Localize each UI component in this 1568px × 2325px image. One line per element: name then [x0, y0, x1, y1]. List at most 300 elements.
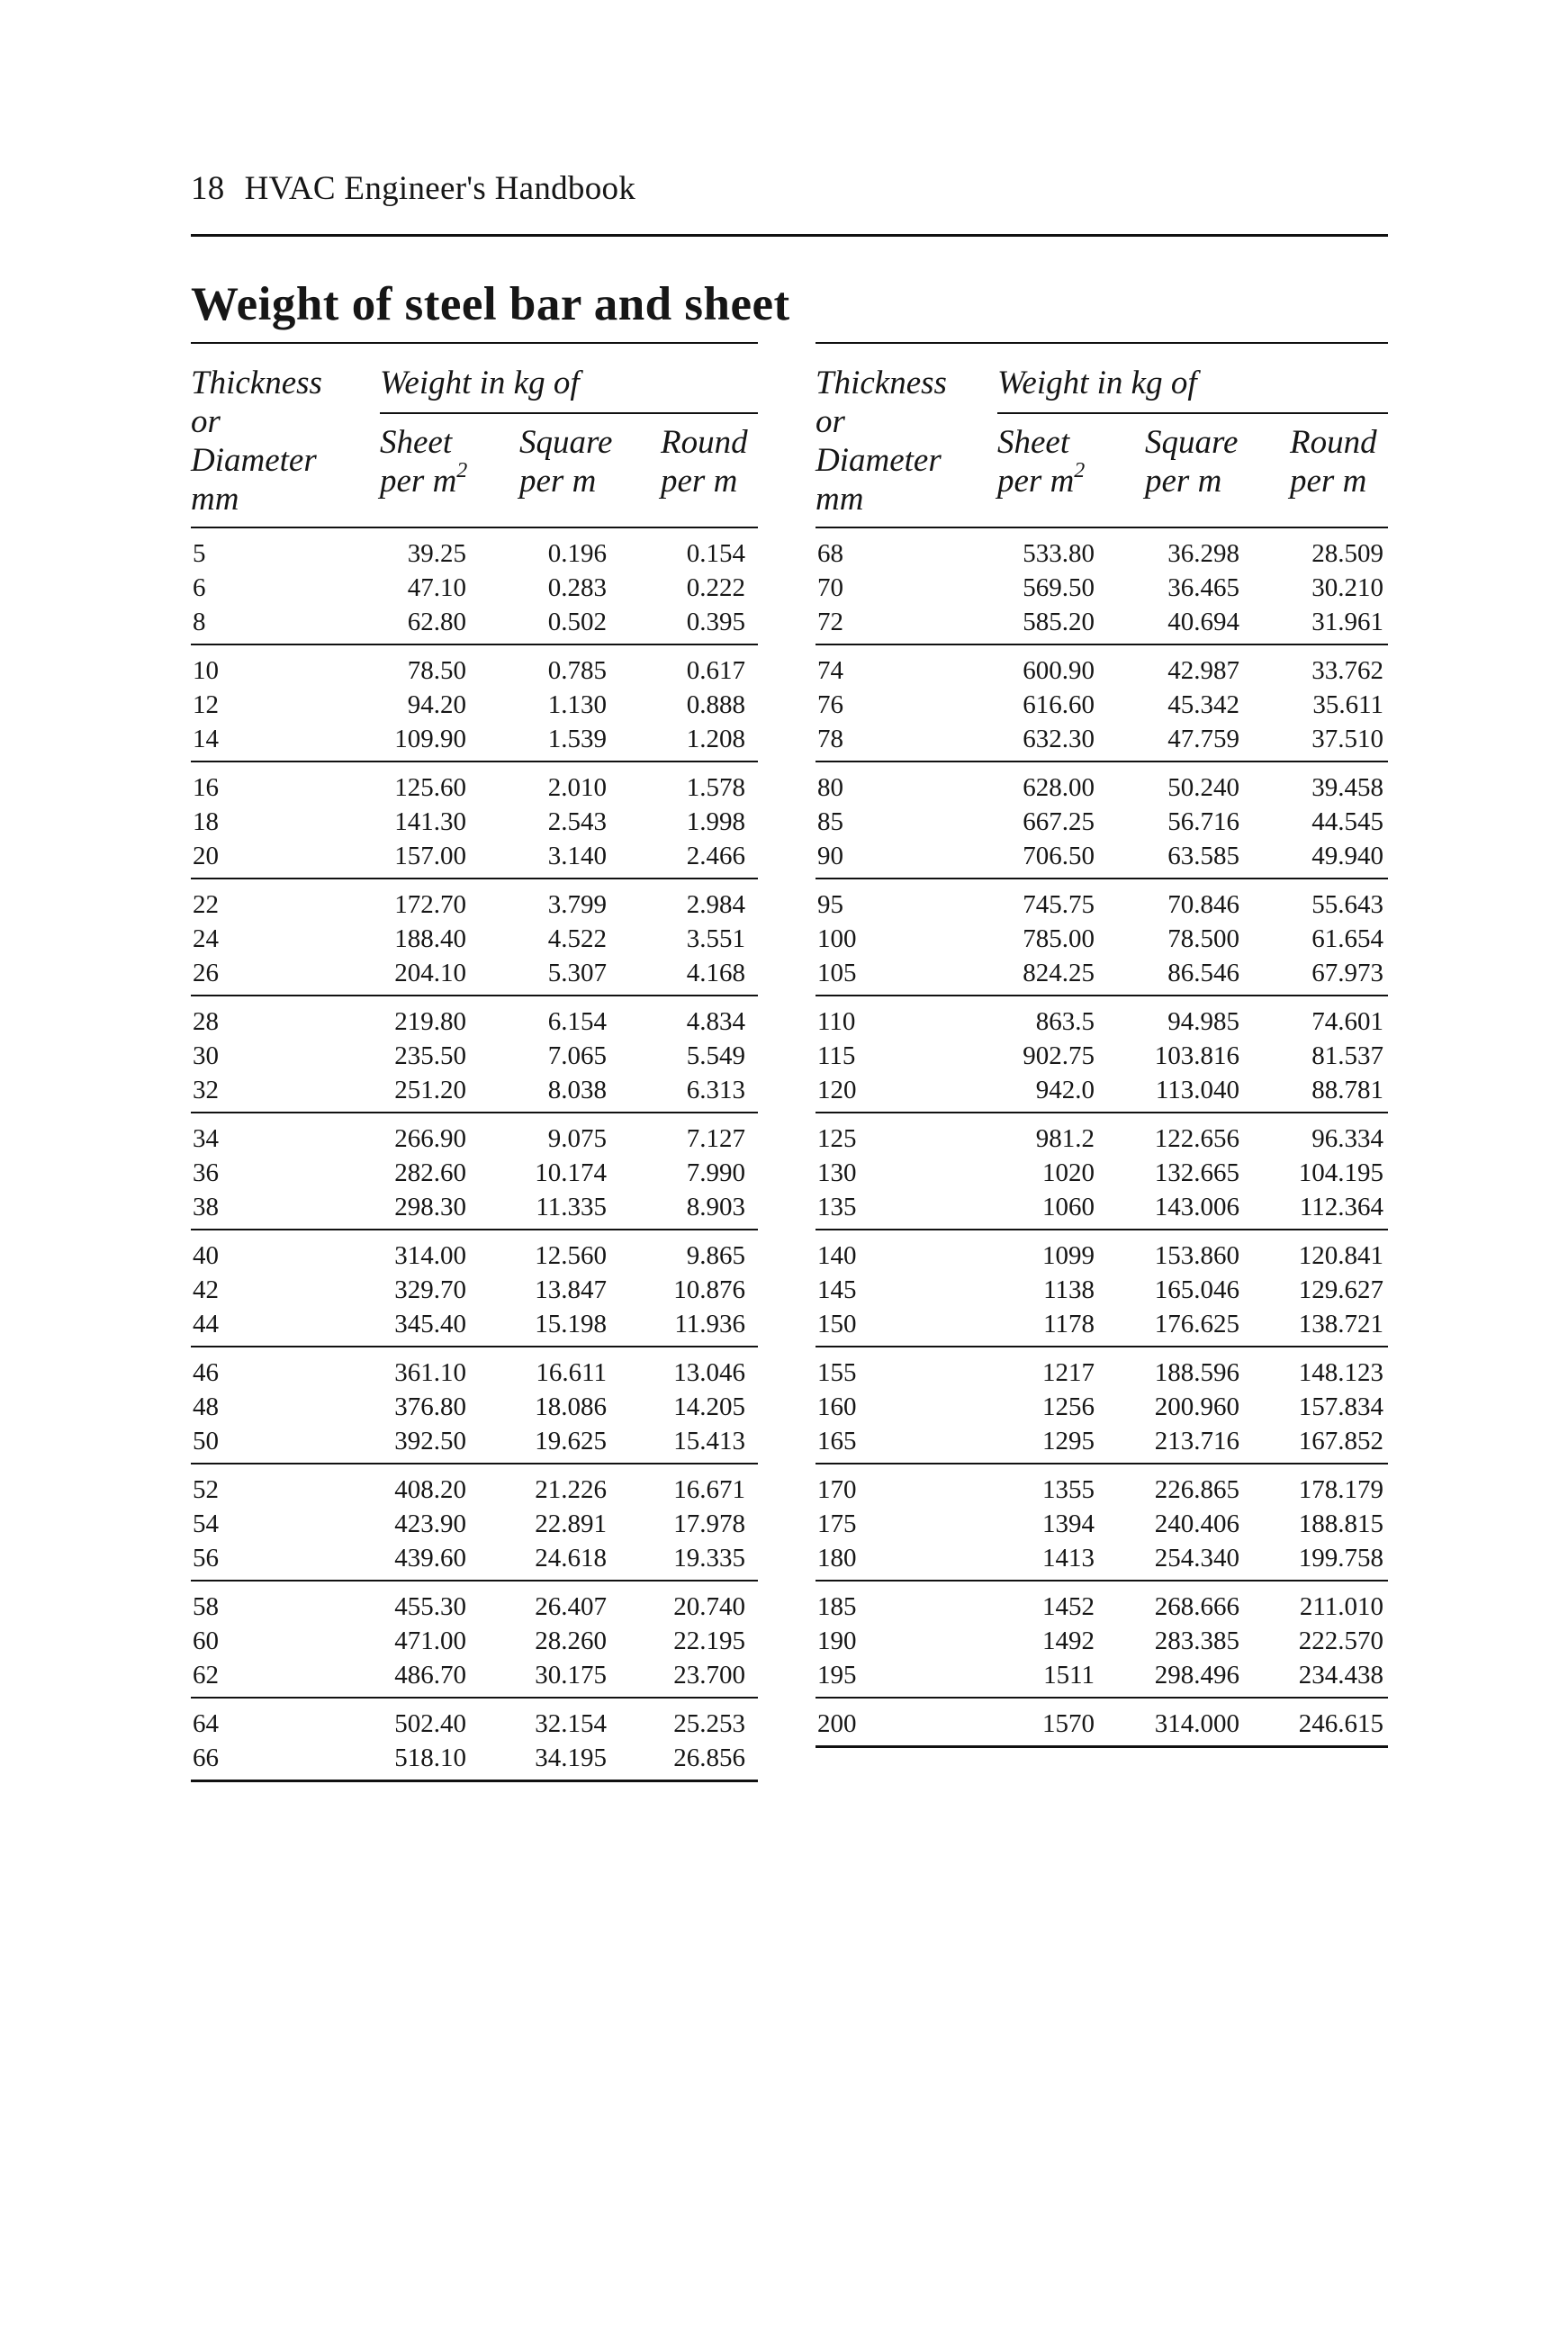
square-weight-cell: 16.611: [536, 1358, 607, 1387]
row-group: [816, 645, 1388, 762]
table-row: [191, 770, 758, 805]
round-weight-cell: 30.210: [1311, 573, 1383, 602]
square-weight-cell: 200.960: [1154, 1392, 1239, 1421]
sheet-weight-cell: 1060: [1042, 1193, 1095, 1221]
table-header: [191, 344, 758, 528]
row-group: [816, 1113, 1388, 1230]
table-row: [816, 536, 1388, 571]
table-row: [191, 1473, 758, 1507]
table-row: [816, 1356, 1388, 1390]
round-weight-cell: 222.570: [1298, 1627, 1383, 1655]
thickness-header: Thickness or Diameter mm: [191, 365, 322, 518]
row-group: [816, 879, 1388, 996]
thickness-cell: 44: [193, 1310, 219, 1338]
square-weight-cell: 45.342: [1167, 690, 1239, 719]
sheet-weight-cell: 533.80: [1023, 539, 1095, 568]
sheet-weight-cell: 1178: [1043, 1310, 1095, 1338]
thickness-cell: 32: [193, 1076, 219, 1104]
table-row: [816, 571, 1388, 605]
sheet-weight-cell: 1355: [1042, 1475, 1095, 1504]
row-group: [816, 1230, 1388, 1347]
square-weight-cell: 0.502: [547, 608, 607, 636]
row-group: [816, 528, 1388, 645]
square-weight-cell: 26.407: [535, 1592, 607, 1621]
sheet-weight-cell: 616.60: [1023, 690, 1095, 719]
thickness-cell: 54: [193, 1509, 219, 1538]
round-weight-cell: 26.856: [673, 1744, 745, 1772]
square-weight-cell: 36.298: [1167, 539, 1239, 568]
sheet-weight-cell: 251.20: [394, 1076, 466, 1104]
running-title: HVAC Engineer's Handbook: [244, 170, 636, 207]
square-weight-cell: 268.666: [1154, 1592, 1239, 1621]
round-weight-cell: 20.740: [673, 1592, 745, 1621]
table-row: [816, 1658, 1388, 1692]
table-row: [816, 1624, 1388, 1658]
square-weight-cell: 122.656: [1154, 1124, 1239, 1153]
round-weight-cell: 23.700: [673, 1661, 745, 1690]
square-weight-cell: 12.560: [535, 1241, 607, 1270]
square-weight-cell: 113.040: [1155, 1076, 1239, 1104]
square-weight-cell: 254.340: [1154, 1544, 1239, 1573]
square-weight-cell: 34.195: [535, 1744, 607, 1772]
thickness-cell: 42: [193, 1275, 219, 1304]
square-weight-cell: 1.539: [547, 725, 607, 753]
round-weight-cell: 129.627: [1298, 1275, 1383, 1304]
table-row: [191, 1239, 758, 1273]
round-weight-cell: 8.903: [686, 1193, 745, 1221]
thickness-cell: 200: [817, 1709, 857, 1738]
round-weight-cell: 44.545: [1311, 807, 1383, 836]
table-row: [191, 1658, 758, 1692]
row-group: [816, 1582, 1388, 1699]
round-weight-cell: 1.998: [686, 807, 745, 836]
row-group: [191, 1582, 758, 1699]
square-weight-cell: 30.175: [535, 1661, 607, 1690]
thickness-cell: 95: [817, 890, 843, 919]
sheet-weight-cell: 235.50: [394, 1041, 466, 1070]
sheet-weight-cell: 188.40: [394, 924, 466, 953]
table-row: [191, 1039, 758, 1073]
round-weight-cell: 88.781: [1311, 1076, 1383, 1104]
row-group: [191, 996, 758, 1113]
round-weight-cell: 35.611: [1312, 690, 1383, 719]
square-weight-cell: 42.987: [1167, 656, 1239, 685]
round-weight-cell: 1.208: [686, 725, 745, 753]
sheet-weight-cell: 62.80: [407, 608, 466, 636]
sheet-weight-cell: 1492: [1042, 1627, 1095, 1655]
square-weight-cell: 283.385: [1154, 1627, 1239, 1655]
square-weight-cell: 50.240: [1167, 773, 1239, 802]
square-weight-cell: 78.500: [1167, 924, 1239, 953]
table-row: [191, 1590, 758, 1624]
square-weight-cell: 63.585: [1167, 842, 1239, 870]
round-weight-cell: 7.990: [686, 1158, 745, 1187]
table-row: [816, 770, 1388, 805]
table-row: [191, 1273, 758, 1307]
table-row: [816, 722, 1388, 756]
round-weight-cell: 6.313: [686, 1076, 745, 1104]
table-row: [816, 1190, 1388, 1224]
square-weight-cell: 1.130: [547, 690, 607, 719]
sheet-weight-cell: 600.90: [1023, 656, 1095, 685]
table-row: [191, 1005, 758, 1039]
round-weight-cell: 16.671: [673, 1475, 745, 1504]
square-weight-cell: 36.465: [1167, 573, 1239, 602]
thickness-cell: 38: [193, 1193, 219, 1221]
table-row: [191, 536, 758, 571]
thickness-cell: 185: [817, 1592, 857, 1621]
square-weight-cell: 47.759: [1167, 725, 1239, 753]
sheet-weight-cell: 1020: [1042, 1158, 1095, 1187]
table-row: [816, 1424, 1388, 1458]
thickness-cell: 80: [817, 773, 843, 802]
sheet-header: Sheet per $m^2$: [380, 424, 468, 500]
sheet-weight-cell: 423.90: [394, 1509, 466, 1538]
round-weight-cell: 178.179: [1298, 1475, 1383, 1504]
square-weight-cell: 19.625: [535, 1427, 607, 1455]
table-header: [816, 344, 1388, 528]
round-weight-cell: 0.617: [686, 656, 745, 685]
row-group: [816, 1347, 1388, 1464]
round-weight-cell: 96.334: [1311, 1124, 1383, 1153]
thickness-cell: 66: [193, 1744, 219, 1772]
sheet-header: Sheet per $m^2$: [997, 424, 1086, 500]
sheet-weight-cell: 569.50: [1023, 573, 1095, 602]
round-weight-cell: 39.458: [1311, 773, 1383, 802]
square-weight-cell: 314.000: [1154, 1709, 1239, 1738]
round-header: Round per m: [1290, 424, 1377, 500]
square-weight-cell: 10.174: [535, 1158, 607, 1187]
square-weight-cell: 132.665: [1154, 1158, 1239, 1187]
weight-group-header: Weight in kg of: [380, 365, 580, 401]
thickness-cell: 60: [193, 1627, 219, 1655]
sheet-weight-cell: 518.10: [394, 1744, 466, 1772]
sheet-weight-cell: 47.10: [407, 573, 466, 602]
square-weight-cell: 0.785: [547, 656, 607, 685]
row-group: [191, 879, 758, 996]
running-head: [191, 169, 635, 208]
round-weight-cell: 17.978: [673, 1509, 745, 1538]
thickness-cell: 170: [817, 1475, 857, 1504]
table-row: [191, 805, 758, 839]
round-weight-cell: 4.168: [686, 959, 745, 987]
thickness-cell: 76: [817, 690, 843, 719]
row-group: [816, 1464, 1388, 1582]
sheet-weight-cell: 141.30: [394, 807, 466, 836]
thickness-cell: 24: [193, 924, 219, 953]
round-weight-cell: 148.123: [1298, 1358, 1383, 1387]
sheet-weight-cell: 455.30: [394, 1592, 466, 1621]
table-row: [816, 1590, 1388, 1624]
thickness-cell: 90: [817, 842, 843, 870]
thickness-cell: 28: [193, 1007, 219, 1036]
round-weight-cell: 61.654: [1311, 924, 1383, 953]
table-row: [816, 1156, 1388, 1190]
table-row: [816, 1239, 1388, 1273]
table-row: [191, 571, 758, 605]
thickness-cell: 22: [193, 890, 219, 919]
weight-group-rule: [380, 412, 758, 414]
round-weight-cell: 15.413: [673, 1427, 745, 1455]
header-bottom-rule: [816, 527, 1388, 528]
thickness-cell: 62: [193, 1661, 219, 1690]
thickness-cell: 30: [193, 1041, 219, 1070]
sheet-weight-cell: 863.5: [1035, 1007, 1095, 1036]
table-body: [191, 528, 758, 1782]
round-weight-cell: 246.615: [1298, 1709, 1383, 1738]
table-row: [191, 1190, 758, 1224]
round-weight-cell: 49.940: [1311, 842, 1383, 870]
round-weight-cell: 5.549: [686, 1041, 745, 1070]
round-weight-cell: 33.762: [1311, 656, 1383, 685]
round-weight-cell: 74.601: [1311, 1007, 1383, 1036]
sheet-weight-cell: 39.25: [407, 539, 466, 568]
table-row: [191, 1356, 758, 1390]
table-row: [191, 888, 758, 922]
sheet-weight-cell: 706.50: [1023, 842, 1095, 870]
square-weight-cell: 2.543: [547, 807, 607, 836]
sheet-weight-cell: 282.60: [394, 1158, 466, 1187]
table-row: [816, 605, 1388, 639]
thickness-cell: 26: [193, 959, 219, 987]
sheet-weight-cell: 785.00: [1023, 924, 1095, 953]
page-number: 18: [191, 170, 225, 207]
sheet-weight-cell: 1570: [1042, 1709, 1095, 1738]
row-group: [191, 1347, 758, 1464]
sheet-weight-cell: 439.60: [394, 1544, 466, 1573]
round-weight-cell: 2.466: [686, 842, 745, 870]
round-weight-cell: 0.395: [686, 608, 745, 636]
table-body: [816, 528, 1388, 1748]
row-group: [191, 762, 758, 879]
thickness-cell: 85: [817, 807, 843, 836]
table-row: [816, 1039, 1388, 1073]
sheet-weight-cell: 667.25: [1023, 807, 1095, 836]
round-weight-cell: 2.984: [686, 890, 745, 919]
square-weight-cell: 3.140: [547, 842, 607, 870]
square-weight-cell: 70.846: [1167, 890, 1239, 919]
round-weight-cell: 67.973: [1311, 959, 1383, 987]
thickness-cell: 48: [193, 1392, 219, 1421]
table-row: [816, 839, 1388, 873]
round-weight-cell: 19.335: [673, 1544, 745, 1573]
round-weight-cell: 22.195: [673, 1627, 745, 1655]
thickness-cell: 165: [817, 1427, 857, 1455]
square-weight-cell: 103.816: [1154, 1041, 1239, 1070]
table-row: [816, 1473, 1388, 1507]
thickness-cell: 8: [193, 608, 206, 636]
thickness-cell: 6: [193, 573, 206, 602]
sheet-weight-cell: 408.20: [394, 1475, 466, 1504]
table-row: [816, 956, 1388, 990]
thickness-cell: 10: [193, 656, 219, 685]
sheet-weight-cell: 1394: [1042, 1509, 1095, 1538]
page-title: Weight of steel bar and sheet: [191, 278, 790, 330]
square-weight-cell: 5.307: [547, 959, 607, 987]
table-row: [816, 1707, 1388, 1741]
square-weight-cell: 176.625: [1154, 1310, 1239, 1338]
thickness-cell: 130: [817, 1158, 857, 1187]
square-weight-cell: 6.154: [547, 1007, 607, 1036]
square-weight-cell: 86.546: [1167, 959, 1239, 987]
sheet-weight-cell: 1138: [1043, 1275, 1095, 1304]
table-row: [816, 1390, 1388, 1424]
square-weight-cell: 165.046: [1154, 1275, 1239, 1304]
thickness-cell: 135: [817, 1193, 857, 1221]
square-weight-cell: 24.618: [535, 1544, 607, 1573]
weight-group-header: Weight in kg of: [997, 365, 1197, 401]
thickness-cell: 190: [817, 1627, 857, 1655]
sheet-weight-cell: 1413: [1042, 1544, 1095, 1573]
square-weight-cell: 13.847: [535, 1275, 607, 1304]
sheet-weight-cell: 392.50: [394, 1427, 466, 1455]
sheet-weight-cell: 94.20: [407, 690, 466, 719]
sheet-weight-cell: 486.70: [394, 1661, 466, 1690]
sheet-weight-cell: 628.00: [1023, 773, 1095, 802]
table-row: [191, 1122, 758, 1156]
sheet-weight-cell: 172.70: [394, 890, 466, 919]
square-header: Square per m: [519, 424, 613, 500]
table-row: [816, 688, 1388, 722]
table-row: [191, 1307, 758, 1341]
thickness-cell: 56: [193, 1544, 219, 1573]
thickness-cell: 125: [817, 1124, 857, 1153]
table-row: [191, 839, 758, 873]
thickness-cell: 100: [817, 924, 857, 953]
round-weight-cell: 0.888: [686, 690, 745, 719]
square-weight-cell: 32.154: [535, 1709, 607, 1738]
square-weight-cell: 28.260: [535, 1627, 607, 1655]
square-weight-cell: 240.406: [1154, 1509, 1239, 1538]
table-row: [191, 722, 758, 756]
square-weight-cell: 11.335: [536, 1193, 607, 1221]
square-weight-cell: 40.694: [1167, 608, 1239, 636]
table-row: [191, 688, 758, 722]
round-weight-cell: 1.578: [686, 773, 745, 802]
square-weight-cell: 56.716: [1167, 807, 1239, 836]
row-group: [191, 645, 758, 762]
square-weight-cell: 0.196: [547, 539, 607, 568]
thickness-cell: 5: [193, 539, 206, 568]
table-row: [816, 653, 1388, 688]
round-weight-cell: 55.643: [1311, 890, 1383, 919]
round-weight-cell: 112.364: [1299, 1193, 1383, 1221]
square-weight-cell: 8.038: [547, 1076, 607, 1104]
header-rule: [191, 234, 1388, 237]
round-header: Round per m: [661, 424, 748, 500]
table-row: [191, 1424, 758, 1458]
table-row: [191, 1390, 758, 1424]
thickness-cell: 110: [817, 1007, 856, 1036]
table-row: [191, 1741, 758, 1775]
sheet-weight-cell: 1295: [1042, 1427, 1095, 1455]
sheet-weight-cell: 78.50: [407, 656, 466, 685]
table-row: [191, 1156, 758, 1190]
sheet-weight-cell: 1511: [1043, 1661, 1095, 1690]
round-weight-cell: 199.758: [1298, 1544, 1383, 1573]
row-group: [191, 528, 758, 645]
thickness-cell: 140: [817, 1241, 857, 1270]
table-row: [816, 1122, 1388, 1156]
thickness-cell: 36: [193, 1158, 219, 1187]
round-weight-cell: 167.852: [1298, 1427, 1383, 1455]
sheet-weight-cell: 585.20: [1023, 608, 1095, 636]
square-weight-cell: 0.283: [547, 573, 607, 602]
thickness-cell: 120: [817, 1076, 857, 1104]
square-weight-cell: 213.716: [1154, 1427, 1239, 1455]
round-weight-cell: 25.253: [673, 1709, 745, 1738]
round-weight-cell: 157.834: [1298, 1392, 1383, 1421]
sheet-weight-cell: 1217: [1042, 1358, 1095, 1387]
sheet-weight-cell: 219.80: [394, 1007, 466, 1036]
round-weight-cell: 9.865: [686, 1241, 745, 1270]
square-weight-cell: 21.226: [535, 1475, 607, 1504]
sheet-weight-cell: 157.00: [394, 842, 466, 870]
round-weight-cell: 37.510: [1311, 725, 1383, 753]
sheet-weight-cell: 942.0: [1035, 1076, 1095, 1104]
square-weight-cell: 298.496: [1154, 1661, 1239, 1690]
sheet-weight-cell: 125.60: [394, 773, 466, 802]
table-row: [816, 1005, 1388, 1039]
row-group: [816, 996, 1388, 1113]
table-row: [816, 1307, 1388, 1341]
round-weight-cell: 31.961: [1311, 608, 1383, 636]
thickness-cell: 180: [817, 1544, 857, 1573]
sheet-weight-cell: 109.90: [394, 725, 466, 753]
round-weight-cell: 13.046: [673, 1358, 745, 1387]
square-weight-cell: 153.860: [1154, 1241, 1239, 1270]
sheet-weight-cell: 204.10: [394, 959, 466, 987]
sheet-weight-cell: 361.10: [394, 1358, 466, 1387]
square-weight-cell: 94.985: [1167, 1007, 1239, 1036]
square-weight-cell: 15.198: [535, 1310, 607, 1338]
table-row: [191, 956, 758, 990]
row-group: [191, 1699, 758, 1782]
square-weight-cell: 188.596: [1154, 1358, 1239, 1387]
round-weight-cell: 14.205: [673, 1392, 745, 1421]
sheet-weight-cell: 981.2: [1035, 1124, 1095, 1153]
thickness-cell: 18: [193, 807, 219, 836]
table-row: [191, 1624, 758, 1658]
sheet-weight-cell: 376.80: [394, 1392, 466, 1421]
square-weight-cell: 3.799: [547, 890, 607, 919]
table-row: [816, 1541, 1388, 1575]
thickness-cell: 155: [817, 1358, 857, 1387]
round-weight-cell: 28.509: [1311, 539, 1383, 568]
thickness-cell: 78: [817, 725, 843, 753]
round-weight-cell: 0.222: [686, 573, 745, 602]
thickness-cell: 105: [817, 959, 857, 987]
header-bottom-rule: [191, 527, 758, 528]
round-weight-cell: 11.936: [674, 1310, 745, 1338]
round-weight-cell: 0.154: [686, 539, 745, 568]
thickness-cell: 46: [193, 1358, 219, 1387]
table-row: [816, 1507, 1388, 1541]
row-group: [191, 1113, 758, 1230]
round-weight-cell: 104.195: [1298, 1158, 1383, 1187]
thickness-cell: 34: [193, 1124, 219, 1153]
sheet-weight-cell: 471.00: [394, 1627, 466, 1655]
table-row: [191, 1073, 758, 1107]
left-table: [191, 344, 758, 1782]
thickness-cell: 52: [193, 1475, 219, 1504]
square-weight-cell: 22.891: [535, 1509, 607, 1538]
thickness-cell: 70: [817, 573, 843, 602]
sheet-weight-cell: 314.00: [394, 1241, 466, 1270]
table-row: [191, 1707, 758, 1741]
row-group: [816, 762, 1388, 879]
square-weight-cell: 226.865: [1154, 1475, 1239, 1504]
